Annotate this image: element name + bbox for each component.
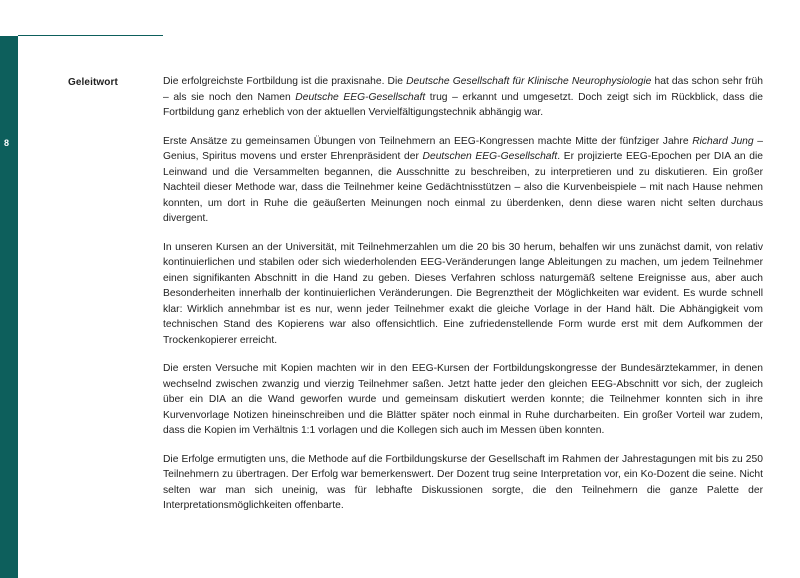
paragraph-4: Die ersten Versuche mit Kopien machten wir in den EEG-Kursen der Fortbildungskongresse der Bundesärztekammer, in denen wechselnd zwischen zwanzig und vierzig Teilnehmer saßen. Jetzt hatte jeder den gleichen EEG-Abschnitt vor sich, der zugleich über ein DIA an die Wand geworfen wurde und gemeinsam diskutiert werden konnte; die Teilnehmer konnten sich in ihre Kurvenvorlage Notizen hineinschreiben und die Blätter später noch einmal in Ruhe durcharbeiten. Ein großer Vorteil war zudem, dass die Kopien im Verhältnis 1:1 vorlagen und die Kollegen sich auch im Messen üben konnten.: [163, 363, 763, 436]
page-number: 8: [4, 138, 10, 148]
paragraph-2: Erste Ansätze zu gemeinsamen Übungen von Teilnehmern an EEG-Kongressen machte Mitte der fünfziger Jahre Richard Jung – Genius, Spiritus movens und erster Ehrenpräsident der Deutschen EEG-Gesellschaft. Er projizierte EEG-Epochen per DIA an die Leinwand und die Versammelten begannen, die Ausschnitte zu beschreiben, zu interpretieren und zu diskutieren. Ein großer Nachteil dieser Methode war, dass die Teilnehmer keine Gedächtnisstützen – also die Kurvenbeispiele – mit nach Hause nehmen konnten, um dort in Ruhe die geäußerten Meinungen noch einmal zu überdenken, denn diese waren nicht selten durchaus divergent.: [163, 135, 764, 224]
header-rule: [18, 35, 163, 36]
paragraph-5: Die Erfolge ermutigten uns, die Methode auf die Fortbildungskurse der Gesellschaft im Rahmen der Jahrestagungen mit bis zu 250 Teilnehmern zu übertragen. Der Erfolg war bemerkenswert. Der Dozent trug seine Interpretation vor, ein Ko-Dozent die seine. Nicht selten war man sich uneinig, was für lebhafte Diskussionen sorgte, die den Teilnehmern die ganze Palette der Interpretationsmöglichkeiten offenbarte.: [163, 453, 763, 511]
paragraph-1: Die erfolgreichste Fortbildung ist die praxisnahe. Die Deutsche Gesellschaft für Klinische Neurophysiologie hat das schon sehr früh – als sie noch den Namen Deutsche EEG-Gesellschaft trug – erkannt und umgesetzt. Doch zeigt sich im Rückblick, dass die Fortbildung ganz erheblich von der aktuellen Vervielfältigungstechnik abhängig war.: [163, 76, 763, 118]
section-label: Geleitwort: [68, 77, 118, 88]
side-color-bar: [0, 36, 18, 578]
paragraph-3: In unseren Kursen an der Universität, mit Teilnehmerzahlen um die 20 bis 30 herum, behalfen wir uns zunächst damit, von relativ kontinuierlichen und stabilen oder sich wiederholenden EEG-Veränderungen lange Ableitungen zu machen, um jedem Teilnehmer einen signifikanten Abschnitt in die Hand zu geben. Dieses Verfahren schloss naturgemäß seltene Ereignisse aus, aber auch Besonderheiten innerhalb der kontinuierlichen Veränderungen. Die Begrenztheit der Möglichkeiten war evident. Es wurde schnell klar: Wirklich annehmbar ist es nur, wenn jeder Teilnehmer exakt die gleiche Vorlage in der Hand hält. Die Abhängigkeit vom technischen Stand des Kopierens war also offensichtlich. Eine zufriedenstellende Form wurde erst mit dem Aufkommen der Trockenkopierer erreicht.: [163, 241, 763, 346]
body-text: [163, 74, 763, 527]
